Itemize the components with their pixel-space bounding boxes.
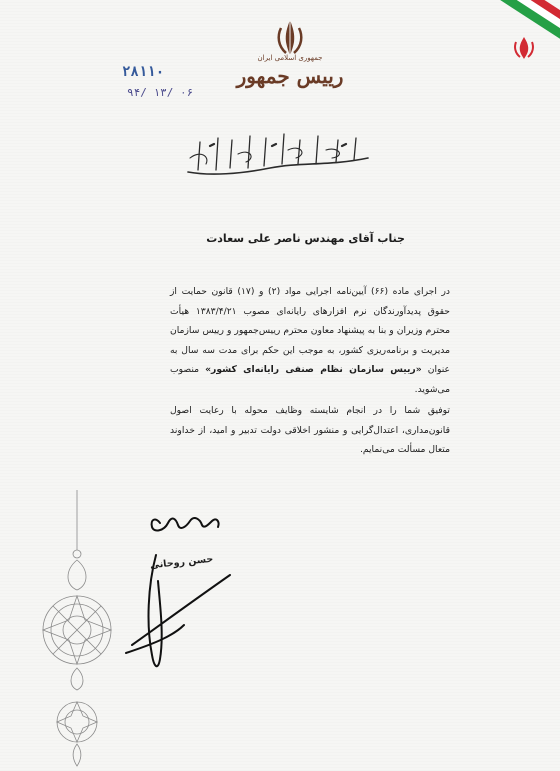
- iran-emblem-icon: [275, 18, 305, 58]
- decree-paragraph-1-end: منصوب می‌شوید.: [170, 364, 450, 395]
- signatory-name: حسن روحانی: [149, 553, 214, 572]
- flag-emblem-icon: [510, 34, 538, 62]
- registration-number: ۲۸۱۱۰: [122, 64, 165, 80]
- header-title: رییس جمهور: [236, 64, 344, 88]
- recipient-line: جناب آقای مهندس ناصر علی سعادت: [206, 232, 405, 245]
- decree-paragraph-1: [170, 282, 450, 399]
- basmala-calligraphy: [170, 128, 390, 188]
- header-caption: جمهوری اسلامی ایران: [257, 54, 323, 62]
- decorative-ornament: [35, 490, 120, 770]
- registration-date: ۹۴/ ۱۳/ ۰۶: [127, 86, 194, 99]
- signature-scribble: [120, 495, 240, 685]
- appointment-title: «رییس سازمان نظام صنفی رایانه‌ای کشور»: [205, 364, 422, 375]
- flag-corner-ribbon: [400, 0, 560, 110]
- decree-body: [170, 282, 450, 460]
- decree-paragraph-1-text: در اجرای ماده (۶۶) آیین‌نامه اجرایی مواد (۲) و (۱۷) قانون حمایت از حقوق پدیدآورندگان نرم افزارهای رایانه‌ای مصوب ۱۳۸۳/۴/۲۱ هیأت محترم وزیران و بنا به پیشنهاد معاون محترم رییس‌جمهور و رییس سازمان مدیریت و برنامه‌ریزی کشور، به موجب این حکم برای مدت سه سال به عنوان: [170, 286, 451, 375]
- decree-paragraph-2: توفیق شما را در انجام شایسته وظایف محوله با رعایت اصول قانون‌مداری، اعتدال‌گرایی و منشور اخلاقی دولت تدبیر و امید، از خداوند متعال مسألت می‌نمایم.: [170, 405, 450, 455]
